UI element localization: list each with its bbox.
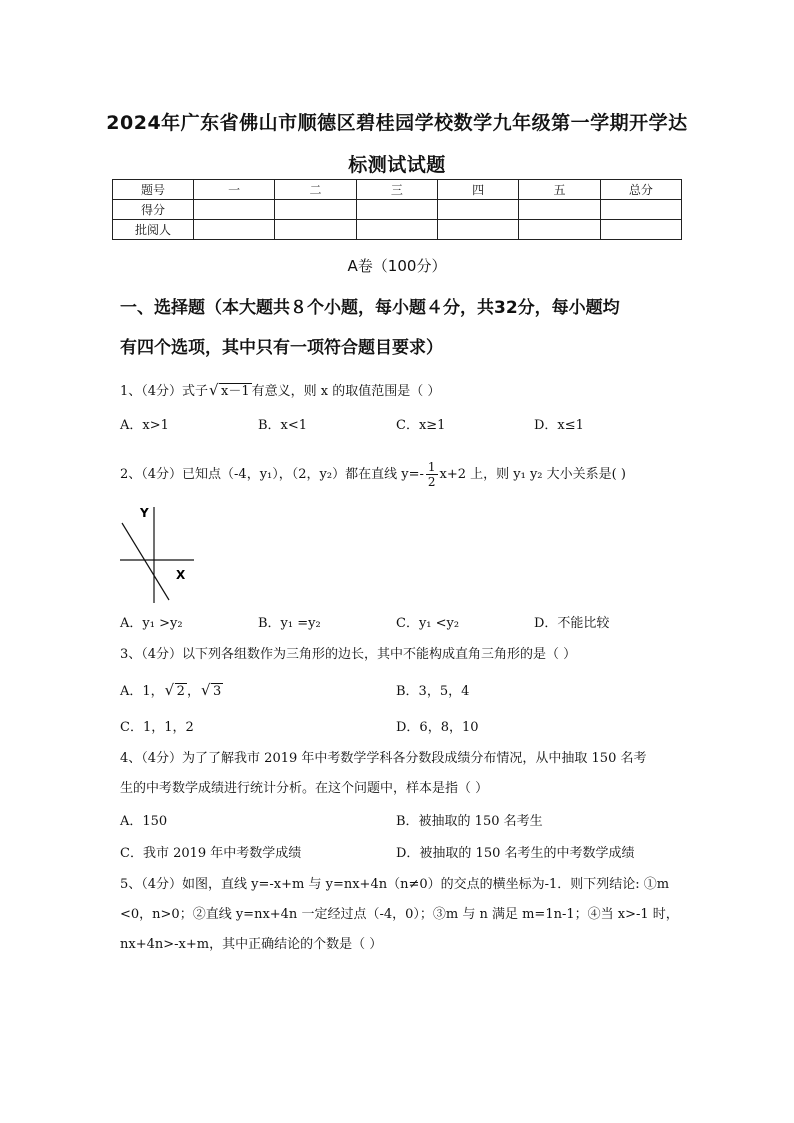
score-cell [600, 200, 681, 220]
row-label: 得分 [113, 200, 194, 220]
score-cell [519, 200, 600, 220]
q4-option-b: B．被抽取的 150 名考生 [396, 814, 543, 829]
score-table [112, 179, 682, 240]
header-cell: 二 [275, 180, 356, 200]
q1-option-a: A．x>1 [120, 418, 169, 433]
q3-option-b: B．3，5，4 [396, 684, 470, 699]
y-axis-label: Y [140, 506, 149, 520]
score-cell [275, 200, 356, 220]
q2-option-a: A．y₁ >y₂ [120, 616, 183, 631]
q1-option-d: D．x≤1 [534, 418, 584, 433]
exam-title-line2: 标测试试题 [348, 154, 446, 176]
header-cell: 四 [437, 180, 518, 200]
q4-option-d: D．被抽取的 150 名考生的中考数学成绩 [396, 846, 635, 861]
q2-option-c: C．y₁ <y₂ [396, 616, 460, 631]
question-4-stem-line2: 生的中考数学成绩进行统计分析。在这个问题中，样本是指（ ） [120, 781, 489, 796]
line-graph-figure [114, 505, 204, 605]
question-3-stem: 3、（4分）以下列各组数作为三角形的边长，其中不能构成直角三角形的是（ ） [120, 647, 577, 662]
question-4-stem-line1: 4、（4分）为了了解我市 2019 年中考数学学科各分数段成绩分布情况，从中抽取 150 名考 [120, 751, 647, 766]
q4-option-c: C．我市 2019 年中考数学成绩 [120, 846, 302, 861]
sqrt-expression: √ 3 [202, 683, 223, 701]
row-label: 批阅人 [113, 220, 194, 240]
q3-option-d: D．6，8，10 [396, 720, 479, 735]
question-5-stem-line1: 5、（4分）如图，直线 y=-x+m 与 y=nx+4n（n≠0）的交点的横坐标为-1．则下列结论: ①m [120, 877, 670, 892]
q4-option-a: A．150 [120, 814, 168, 829]
q2-option-b: B．y₁ =y₂ [258, 616, 321, 631]
section-heading-line2: 有四个选项，其中只有一项符合题目要求） [120, 338, 443, 358]
section-heading-line1: 一、选择题（本大题共８个小题，每小题４分，共32分，每小题均 [120, 298, 620, 318]
question-5-stem-line3: nx+4n>-x+m，其中正确结论的个数是（ ） [120, 937, 383, 952]
score-table-row [113, 220, 682, 240]
score-cell [275, 220, 356, 240]
header-cell: 三 [356, 180, 437, 200]
score-cell [437, 220, 518, 240]
header-cell: 题号 [113, 180, 194, 200]
score-cell [600, 220, 681, 240]
x-axis-label: X [176, 568, 186, 582]
q2-option-d: D．不能比较 [534, 616, 610, 631]
score-table-row [113, 200, 682, 220]
header-cell: 总分 [600, 180, 681, 200]
q3-option-c: C．1，1，2 [120, 720, 194, 735]
exam-title-line1: 2024年广东省佛山市顺德区碧桂园学校数学九年级第一学期开学达 [106, 112, 688, 134]
volume-heading: A卷（100分） [347, 257, 447, 275]
score-cell [194, 200, 275, 220]
q1-option-c: C．x≥1 [396, 418, 446, 433]
score-cell [194, 220, 275, 240]
header-cell: 一 [194, 180, 275, 200]
sqrt-expression: √ 2 [166, 683, 187, 701]
q1-option-b: B．x<1 [258, 418, 308, 433]
score-cell [356, 200, 437, 220]
score-cell [356, 220, 437, 240]
score-cell [437, 200, 518, 220]
header-cell: 五 [519, 180, 600, 200]
sqrt-expression: √ x－1 [210, 383, 252, 401]
q3-option-a: A．1，√ 2 ，√ 3 [120, 683, 223, 701]
score-cell [519, 220, 600, 240]
question-2-stem: 2、（4分）已知点（-4，y₁），（2，y₂）都在直线 y=- $\frac{1}{2}$ x+2 上，则 y₁ y₂ 大小关系是( ) [120, 460, 626, 489]
question-5-stem-line2: <0，n>0；②直线 y=nx+4n 一定经过点（-4，0）；③m 与 n 满足 m=1n-1；④当 x>-1 时， [120, 907, 679, 922]
score-table-header-row [113, 180, 682, 200]
question-1-stem: 1、（4分）式子√ x－1 有意义，则 x 的取值范围是（ ） [120, 383, 440, 401]
fraction: $\frac{1}{2}$ [427, 460, 436, 489]
line-graph [122, 523, 169, 600]
